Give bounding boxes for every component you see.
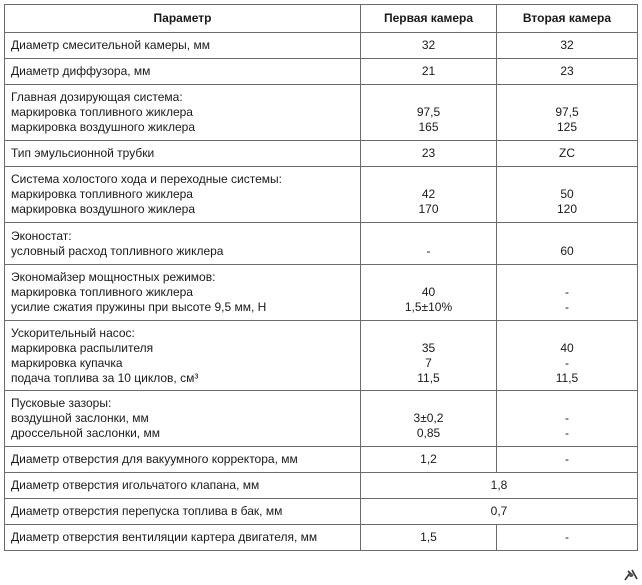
cell-line [365,172,492,187]
table-row [5,265,638,321]
cell-line: 97,5 [416,105,441,119]
header-chamber-2: Вторая камера [497,5,638,33]
chamber-1-cell [361,141,497,167]
cell-line: - [565,530,569,544]
cell-line: 35 [421,340,436,355]
table-body [5,33,638,551]
cell-line: Система холостого хода и переходные системы: [11,172,282,186]
cell-line: 97,5 [555,105,579,119]
chamber-2-cell [497,59,638,85]
param-cell [5,167,361,223]
cell-line: дроссельной заслонки, мм [11,426,160,440]
table-row [5,167,638,223]
param-cell [5,33,361,59]
chamber-1-cell [361,525,497,551]
header-param: Параметр [5,5,361,33]
cell-line: 165 [418,120,439,134]
cell-line [365,326,492,341]
chamber-1-cell [361,59,497,85]
cell-line: Диаметр отверстия перепуска топлива в бак, мм [11,504,283,518]
cell-line: усилие сжатия пружины при высоте 9,5 мм, Н [11,300,267,314]
cell-line: Диаметр отверстия игольчатого клапана, мм [11,478,260,492]
cell-line: Эконостат: [11,228,72,243]
cell-line: - [565,426,569,440]
cell-line: Пусковые зазоры: [11,396,112,410]
cell-line: маркировка топливного жиклера [11,285,193,299]
cell-line: - [565,300,569,314]
chamber-1-cell [361,167,497,223]
cell-line: 1,5 [420,530,437,544]
cell-line: - [426,243,431,258]
watermark-logo-icon [623,568,639,582]
table-row [5,223,638,265]
cell-line [365,90,492,105]
cell-line: подача топлива за 10 циклов, см³ [11,370,199,385]
table-row [5,499,638,525]
table-row [5,85,638,141]
cell-line: - [565,411,569,425]
cell-line: 1,5±10% [404,300,453,314]
cell-line: 11,5 [417,370,440,385]
table-row [5,321,638,391]
param-cell [5,85,361,141]
chamber-2-cell [497,447,638,473]
param-cell [5,473,361,499]
table-row [5,33,638,59]
cell-line [365,396,492,411]
param-cell [5,447,361,473]
param-cell [5,391,361,447]
param-cell [5,141,361,167]
param-cell [5,321,361,391]
cell-line: 7 [425,355,432,370]
param-cell [5,499,361,525]
cell-line: 125 [556,120,578,134]
table-header-row [5,5,638,33]
merged-value-cell: 0,7 [361,499,638,525]
cell-line [501,326,633,341]
cell-line: 3±0,2 [413,411,444,425]
cell-line [501,229,633,244]
cell-line: 32 [421,38,436,52]
header-chamber-1: Первая камера [361,5,497,33]
param-cell [5,525,361,551]
chamber-2-cell [497,85,638,141]
cell-line: 32 [560,38,574,52]
cell-line: 23 [560,64,574,78]
cell-line: 170 [418,202,439,216]
cell-line [365,270,492,285]
chamber-2-cell [497,321,638,391]
cell-line [501,90,633,105]
cell-line: 50 [560,187,574,201]
cell-line: 60 [560,243,574,258]
cell-line: - [565,285,569,299]
cell-line: Главная дозирующая система: [11,90,183,104]
cell-line: 0,85 [416,426,441,440]
cell-line: маркировка топливного жиклера [11,105,193,119]
cell-line: - [565,355,569,370]
chamber-2-cell [497,141,638,167]
cell-line [501,270,633,285]
merged-value-cell: 1,8 [361,473,638,499]
cell-line: воздушной заслонки, мм [11,411,149,425]
cell-line: Диаметр смесительной камеры, мм [11,38,210,52]
cell-line: 11,5 [555,370,579,385]
cell-line: маркировка воздушного жиклера [11,202,196,216]
table-row [5,391,638,447]
cell-line: - [565,452,569,466]
table-row [5,141,638,167]
table-row [5,473,638,499]
cell-line: маркировка воздушного жиклера [11,120,196,134]
chamber-1-cell [361,447,497,473]
cell-line: условный расход топливного жиклера [11,243,224,258]
param-cell [5,223,361,265]
chamber-2-cell [497,167,638,223]
cell-line: 23 [421,146,436,160]
cell-line: Тип эмульсионной трубки [11,146,155,160]
cell-line: маркировка топливного жиклера [11,187,193,201]
table-row [5,59,638,85]
carburetor-spec-table [4,4,638,551]
cell-line: Диаметр отверстия для вакуумного корректора, мм [11,452,298,466]
chamber-2-cell [497,223,638,265]
chamber-1-cell [361,85,497,141]
cell-line: 21 [421,64,436,78]
cell-line: маркировка купачка [11,355,123,370]
chamber-1-cell [361,391,497,447]
cell-line: Диаметр отверстия вентиляции картера двигателя, мм [11,530,318,544]
chamber-1-cell [361,223,497,265]
chamber-1-cell [361,33,497,59]
cell-line: 42 [421,187,436,201]
param-cell [5,265,361,321]
cell-line [365,229,492,244]
cell-line: Ускорительный насос: [11,325,135,340]
table-row [5,447,638,473]
cell-line [501,396,633,411]
chamber-1-cell [361,265,497,321]
cell-line: 40 [421,285,436,299]
cell-line: 40 [560,340,574,355]
cell-line: маркировка распылителя [11,340,154,355]
cell-line: Диаметр диффузора, мм [11,64,151,78]
cell-line: 120 [556,202,578,216]
chamber-2-cell [497,525,638,551]
table-row [5,525,638,551]
cell-line: 1,2 [420,452,437,466]
chamber-2-cell [497,265,638,321]
param-cell [5,59,361,85]
chamber-2-cell [497,33,638,59]
chamber-2-cell [497,391,638,447]
cell-line: Экономайзер мощностных режимов: [11,270,216,284]
cell-line [501,172,633,187]
cell-line: ZC [559,146,575,160]
chamber-1-cell [361,321,497,391]
